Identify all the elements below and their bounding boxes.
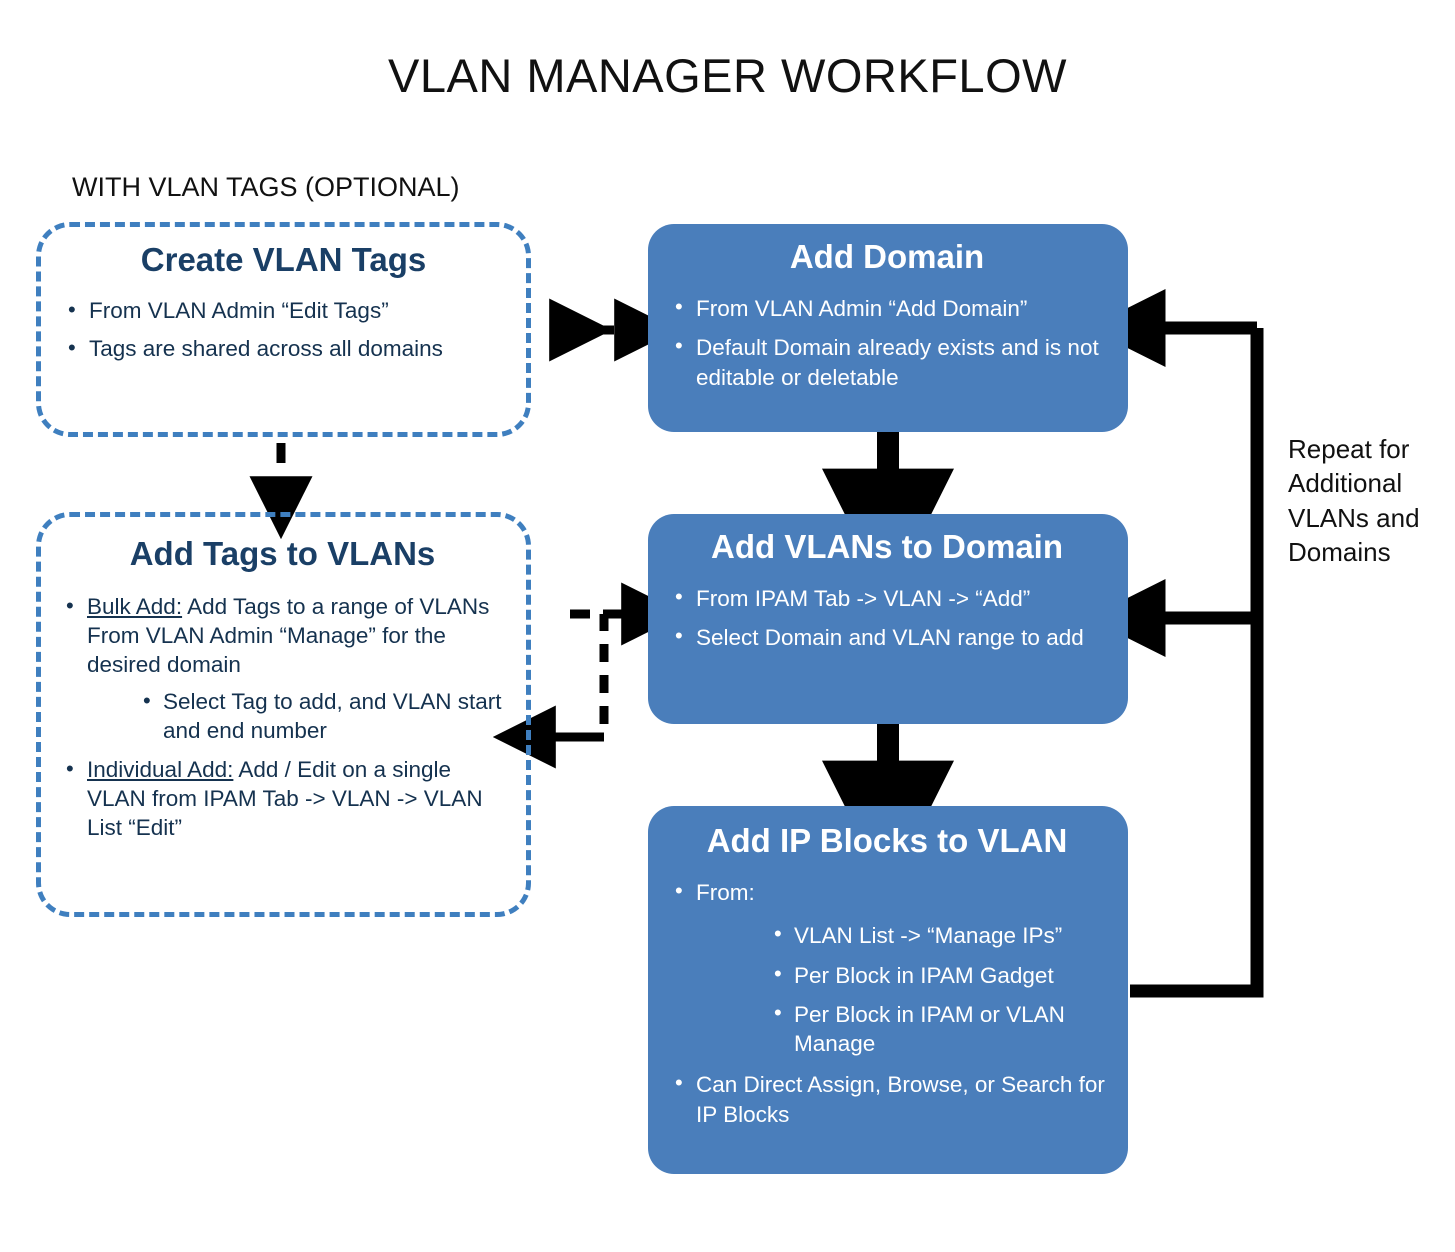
node-bullet-list [57,593,508,842]
node-title: Create VLAN Tags [140,241,427,278]
node-add-domain[interactable] [648,224,1128,432]
list-item: • From VLAN Admin “Edit Tags” [59,297,508,326]
node-bullet-list [666,584,1108,653]
page-title: VLAN MANAGER WORKFLOW [387,49,1067,102]
individual-add-lead: Individual Add: [87,756,234,782]
list-item-sub: • Per Block in IPAM or VLAN Manage [766,1000,1108,1059]
node-title: Add Domain [789,238,985,275]
list-item: • Can Direct Assign, Browse, or Search for IP Blocks [666,1070,1108,1129]
list-item [57,756,508,842]
optional-section-label: WITH VLAN TAGS (OPTIONAL) [72,172,460,202]
bulk-add-lead: Bulk Add: [87,594,183,619]
list-item: • From: [666,878,1108,907]
node-title: Add IP Blocks to VLAN [706,822,1068,859]
node-bullet-list [666,878,1108,1129]
node-title: Add Tags to VLANs [129,535,436,572]
list-item: • From VLAN Admin “Add Domain” [666,294,1108,323]
repeat-loop-label: Repeat for Additional VLANs and Domains [1288,434,1420,567]
list-item: • Select Domain and VLAN range to add [666,623,1108,652]
individual-add-text: Add / Edit on a single VLAN from IPAM Tab -> VLAN -> VLAN List “Edit” [87,756,483,840]
node-bullet-list [666,294,1108,392]
list-item-sub: • Per Block in IPAM Gadget [766,961,1108,990]
node-title: Add VLANs to Domain [711,528,1063,565]
bulk-add-text: Add Tags to a range of VLANs From VLAN Admin “Manage” for the desired domain [87,594,490,677]
list-item: • Tags are shared across all domains [59,335,508,364]
list-item: • Default Domain already exists and is not editable or deletable [666,333,1108,392]
node-create-vlan-tags[interactable] [36,222,531,437]
node-add-tags-to-vlans[interactable] [36,512,531,917]
node-bullet-list [59,297,508,364]
node-add-vlans-to-domain[interactable] [648,514,1128,724]
node-add-ip-blocks-to-vlan[interactable] [648,806,1128,1174]
list-item-sub: • VLAN List -> “Manage IPs” [766,921,1108,950]
list-item [57,593,508,679]
list-item-sub: • Select Tag to add, and VLAN start and end number [135,688,508,746]
list-item: • From IPAM Tab -> VLAN -> “Add” [666,584,1108,613]
